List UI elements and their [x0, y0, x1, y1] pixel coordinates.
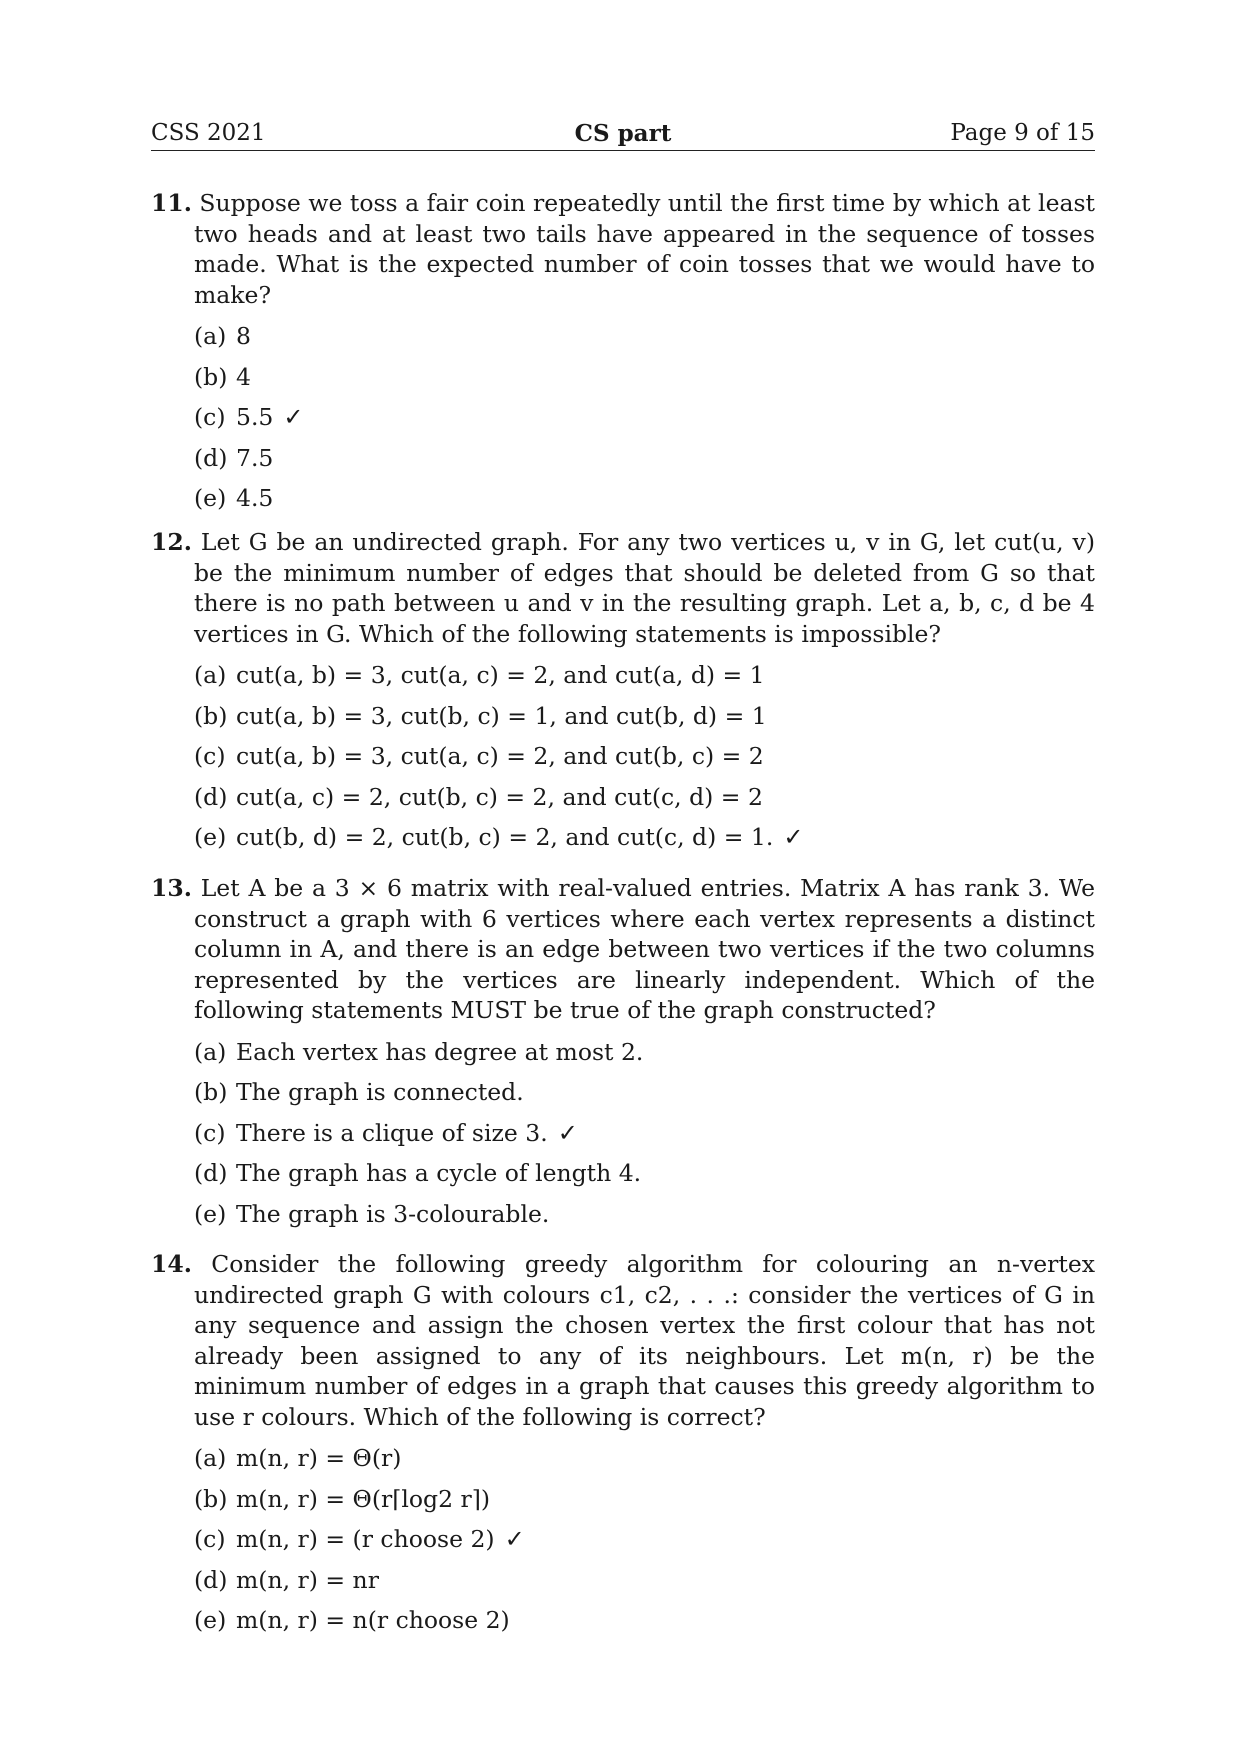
option-b: (b) 4 [194, 362, 251, 391]
option-e: (e) 4.5 [194, 484, 274, 512]
option-c: (c) 5.5 ✓ [194, 403, 304, 431]
question-number: 11. [151, 189, 192, 217]
question-number: 14. [151, 1250, 192, 1278]
option-a: (a) Each vertex has degree at most 2. [194, 1037, 644, 1066]
option-a: (a) cut(a, b) = 3, cut(a, c) = 2, and cut(a, d) = 1 [194, 661, 765, 689]
option-d: (d) cut(a, c) = 2, cut(b, c) = 2, and cut(c, d) = 2 [194, 782, 763, 811]
option-c: (c) m(n, r) = (r choose 2) ✓ [194, 1525, 525, 1553]
question-number: 13. [151, 874, 192, 902]
checkmark-icon: ✓ [783, 823, 804, 851]
option-e: (e) cut(b, d) = 2, cut(b, c) = 2, and cut(c, d) = 1. ✓ [194, 823, 804, 851]
option-e: (e) The graph is 3-colourable. [194, 1199, 550, 1228]
option-b: (b) cut(a, b) = 3, cut(b, c) = 1, and cut(b, d) = 1 [194, 701, 767, 730]
checkmark-icon: ✓ [504, 1525, 525, 1553]
option-d: (d) m(n, r) = nr [194, 1565, 379, 1594]
question-14 [151, 1249, 1095, 1641]
checkmark-icon: ✓ [283, 403, 304, 431]
question-text: Let A be a 3 × 6 matrix with real-valued entries. Matrix A has rank 3. We construct a graph with 6 vertices where each vertex represents a distinct column in A, and there is an edge between two vertices if the two columns represented by the vertices are linearly independent. Which of the following statements MUST be true of the graph constructed? [194, 874, 1095, 1024]
question-11 [151, 188, 1095, 519]
question-text: Consider the following greedy algorithm for colouring an n-vertex undirected graph G with colours c1, c2, . . .: consider the vertices of G in any sequence and assign the chosen vertex the first colour that has not already been assigned to any of its neighbours. Let m(n, r) be the minimum number of edges in a graph that causes this greedy algorithm to use r colours. Which of the following is correct? [194, 1250, 1095, 1431]
question-12 [151, 527, 1095, 858]
option-e: (e) m(n, r) = n(r choose 2) [194, 1606, 510, 1634]
option-list [151, 1032, 1095, 1235]
question-number: 12. [151, 528, 192, 556]
option-a: (a) m(n, r) = Θ(r) [194, 1444, 402, 1472]
option-list [151, 655, 1095, 858]
question-stem [151, 1249, 1095, 1432]
page-header [151, 116, 1095, 151]
option-b: (b) m(n, r) = Θ(r⌈log2 r⌉) [194, 1484, 491, 1513]
question-stem [151, 873, 1095, 1026]
option-c: (c) There is a clique of size 3. ✓ [194, 1118, 578, 1147]
option-b: (b) The graph is connected. [194, 1078, 524, 1106]
option-a: (a) 8 [194, 322, 251, 350]
option-list [151, 316, 1095, 519]
header-page-number: Page 9 of 15 [950, 120, 1095, 146]
option-list [151, 1438, 1095, 1641]
option-d: (d) 7.5 [194, 443, 274, 472]
header-section-title: CS part [574, 120, 672, 147]
question-stem [151, 527, 1095, 649]
question-text: Let G be an undirected graph. For any two vertices u, v in G, let cut(u, v) be the minimum number of edges that should be deleted from G so that there is no path between u and v in the resulting graph. Let a, b, c, d be 4 vertices in G. Which of the following statements is impossible? [194, 528, 1095, 648]
option-d: (d) The graph has a cycle of length 4. [194, 1159, 642, 1187]
question-stem [151, 188, 1095, 310]
question-text: Suppose we toss a fair coin repeatedly until the first time by which at least two heads and at least two tails have appeared in the sequence of tosses made. What is the expected number of coin tosses that we would have to make? [194, 189, 1095, 309]
question-13 [151, 873, 1095, 1234]
header-exam-title: CSS 2021 [151, 120, 266, 146]
option-c: (c) cut(a, b) = 3, cut(a, c) = 2, and cut(b, c) = 2 [194, 742, 764, 770]
checkmark-icon: ✓ [557, 1118, 578, 1147]
